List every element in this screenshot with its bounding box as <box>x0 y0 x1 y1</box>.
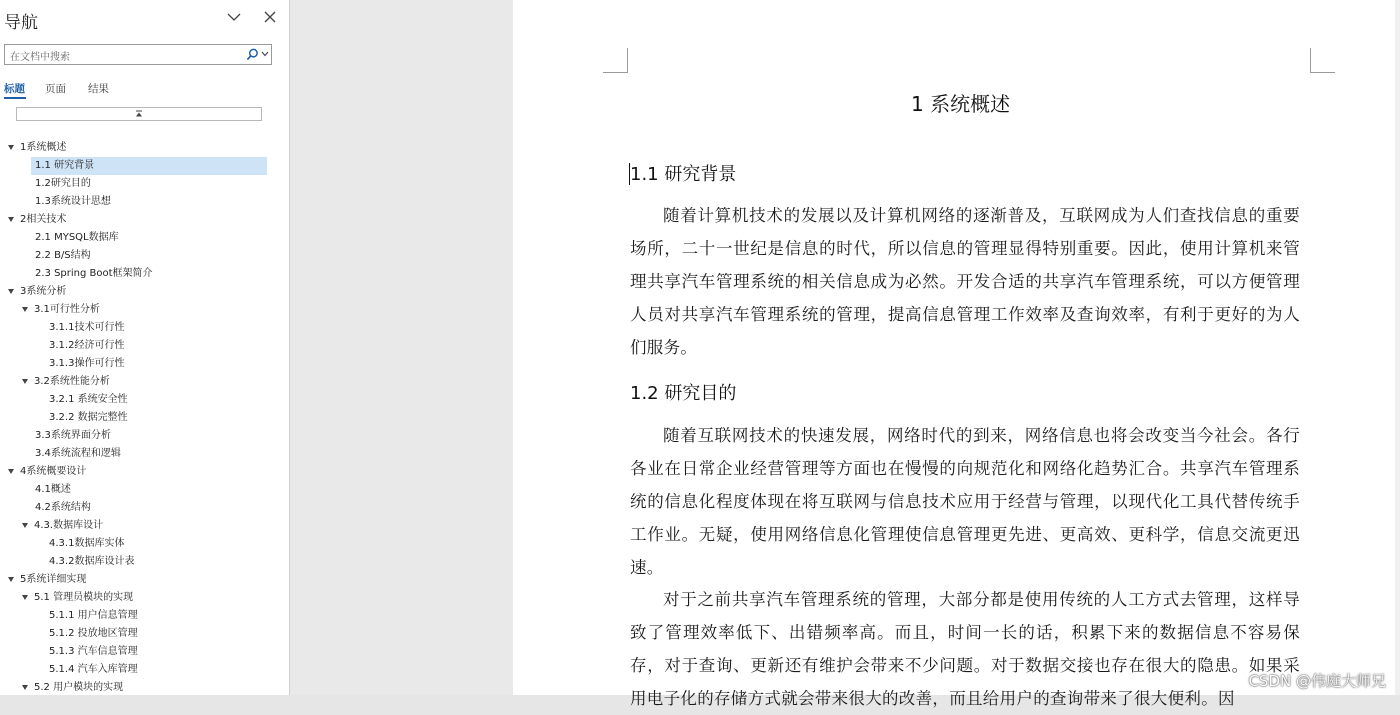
expand-triangle-icon[interactable] <box>22 595 28 600</box>
tab-results[interactable]: 结果 <box>88 83 109 95</box>
heading-tree-item[interactable] <box>49 607 138 625</box>
heading-tree-label: 5.1.2 投放地区管理 <box>49 628 138 639</box>
heading-tree-label: 3.1.2经济可行性 <box>49 340 125 351</box>
heading-tree-label: 3.2.1 系统安全性 <box>49 394 128 405</box>
search-placeholder: 在文档中搜索 <box>10 52 70 63</box>
tab-headings[interactable]: 标题 <box>4 83 25 95</box>
heading-tree-item[interactable] <box>8 211 66 229</box>
heading-tree-label: 2.3 Spring Boot框架简介 <box>35 268 153 279</box>
expand-triangle-icon[interactable] <box>8 289 14 294</box>
expand-triangle-icon[interactable] <box>8 145 14 150</box>
section-title-1-2: 1.2 研究目的 <box>630 383 737 404</box>
nav-title: 导航 <box>4 13 38 33</box>
heading-tree-item[interactable] <box>49 391 128 409</box>
heading-tree-item[interactable] <box>49 409 128 427</box>
heading-tree-item[interactable] <box>22 589 133 607</box>
heading-tree-item[interactable] <box>31 157 267 175</box>
heading-tree-label: 1.3系统设计思想 <box>35 196 111 207</box>
paragraph-research-purpose-2: 对于之前共享汽车管理系统的管理，大部分都是使用传统的人工方式去管理，这样导致了管理效率低下、出错频率高。而且，时间一长的话，积累下来的数据信息不容易保存，对于查询、更新还有维护会带来不少问题。对于数据交接也存在很大的隐患。如果采用电子化的存储方式就会带来很大的改善，而且给用户的查询带来了很大便利。因 <box>630 590 1300 708</box>
heading-tree-label: 2相关技术 <box>20 214 67 225</box>
expand-triangle-icon[interactable] <box>22 307 28 312</box>
heading-tree-item[interactable] <box>8 139 66 157</box>
expand-triangle-icon[interactable] <box>22 379 28 384</box>
heading-tree-label: 5.1.3 汽车信息管理 <box>49 646 138 657</box>
chapter-title: 1 系统概述 <box>911 92 1011 116</box>
margin-mark-top-left <box>603 48 628 73</box>
close-icon[interactable] <box>262 9 278 25</box>
heading-tree-label: 1.2研究目的 <box>35 178 91 189</box>
heading-tree-label: 5系统详细实现 <box>20 574 87 585</box>
heading-tree-label: 4.3.1数据库实体 <box>49 538 125 549</box>
heading-tree-label: 1系统概述 <box>20 142 67 153</box>
heading-tree-item[interactable] <box>22 373 110 391</box>
expand-triangle-icon[interactable] <box>22 685 28 690</box>
heading-tree-item[interactable] <box>49 337 124 355</box>
heading-tree-label: 4.3.2数据库设计表 <box>49 556 135 567</box>
heading-tree-label: 4.1概述 <box>35 484 71 495</box>
active-tab-indicator <box>4 97 26 99</box>
heading-tree-label: 3.3系统界面分析 <box>35 430 111 441</box>
search-icon[interactable] <box>246 48 259 61</box>
heading-tree-item[interactable] <box>22 679 123 697</box>
heading-tree-item[interactable] <box>35 247 91 265</box>
document-page[interactable] <box>513 0 1395 708</box>
heading-tree-label: 5.1.1 用户信息管理 <box>49 610 138 621</box>
heading-tree-item[interactable] <box>49 319 124 337</box>
heading-tree-label: 3.1.3操作可行性 <box>49 358 125 369</box>
expand-triangle-icon[interactable] <box>8 469 14 474</box>
expand-triangle-icon[interactable] <box>22 523 28 528</box>
heading-tree-item[interactable] <box>49 535 124 553</box>
search-input[interactable] <box>4 44 272 65</box>
heading-tree-label: 3系统分析 <box>20 286 67 297</box>
heading-tree-label: 5.2 用户模块的实现 <box>34 682 124 693</box>
search-options-chevron-icon[interactable] <box>261 51 269 57</box>
collapse-all-button[interactable] <box>16 107 262 121</box>
heading-tree-item[interactable] <box>35 481 71 499</box>
navigation-pane <box>0 0 290 695</box>
margin-mark-top-right <box>1310 48 1335 73</box>
heading-tree-label: 2.1 MYSQL数据库 <box>35 232 119 243</box>
section-title-1-1: 1.1 研究背景 <box>630 164 737 185</box>
heading-tree-label: 3.1.1技术可行性 <box>49 322 125 333</box>
heading-tree-label: 2.2 B/S结构 <box>35 250 91 261</box>
heading-tree-label: 3.2系统性能分析 <box>34 376 110 387</box>
heading-tree-item[interactable] <box>49 355 124 373</box>
collapse-icon <box>135 110 143 118</box>
heading-tree-label: 5.1.4 汽车入库管理 <box>49 664 138 675</box>
paragraph-research-background: 随着计算机技术的发展以及计算机网络的逐渐普及，互联网成为人们查找信息的重要场所，二十一世纪是信息的时代，所以信息的管理显得特别重要。因此，使用计算机来管理共享汽车管理系统的相关信息成为必然。开发合适的共享汽车管理系统，可以方便管理人员对共享汽车管理系统的管理，提高信息管理工作效率及查询效率，有利于更好的为人们服务。 <box>630 206 1300 357</box>
heading-tree-label: 4.2系统结构 <box>35 502 91 513</box>
heading-tree-item[interactable] <box>22 301 100 319</box>
vertical-scrollbar[interactable] <box>1395 0 1400 695</box>
chevron-down-icon[interactable] <box>226 9 242 25</box>
heading-tree-item[interactable] <box>35 175 91 193</box>
heading-tree-item[interactable] <box>35 229 119 247</box>
heading-tree-item[interactable] <box>22 517 103 535</box>
document-background <box>290 0 513 695</box>
expand-triangle-icon[interactable] <box>8 217 14 222</box>
heading-tree-item[interactable] <box>8 463 86 481</box>
heading-tree-label: 3.1可行性分析 <box>34 304 100 315</box>
watermark: CSDN @伟庭大师兄 <box>1248 672 1386 690</box>
heading-tree-item[interactable] <box>35 445 121 463</box>
heading-tree-label: 4.3.数据库设计 <box>34 520 104 531</box>
heading-tree-item[interactable] <box>49 553 134 571</box>
heading-tree-item[interactable] <box>8 283 66 301</box>
heading-tree-item[interactable] <box>35 265 153 283</box>
heading-tree-label: 3.4系统流程和逻辑 <box>35 448 121 459</box>
heading-tree-item[interactable] <box>35 193 111 211</box>
paragraph-research-purpose-1: 随着互联网技术的快速发展，网络时代的到来，网络信息也将会改变当今社会。各行各业在日常企业经营管理等方面也在慢慢的向规范化和网络化趋势汇合。共享汽车管理系统的信息化程度体现在将互联网与信息技术应用于经营与管理，以现代化工具代替传统手工作业。无疑，使用网络信息化管理使信息管理更先进、更高效、更科学，信息交流更迅速。 <box>630 426 1300 577</box>
heading-tree-label: 4系统概要设计 <box>20 466 87 477</box>
heading-tree-label: 5.1 管理员模块的实现 <box>34 592 134 603</box>
heading-tree-item[interactable] <box>49 661 138 679</box>
heading-tree-item[interactable] <box>49 625 138 643</box>
heading-tree-item[interactable] <box>8 571 86 589</box>
heading-tree-item[interactable] <box>49 643 138 661</box>
heading-tree-label: 3.2.2 数据完整性 <box>49 412 128 423</box>
heading-tree-label: 1.1 研究背景 <box>35 160 95 171</box>
tab-pages[interactable]: 页面 <box>45 83 66 95</box>
heading-tree-item[interactable] <box>35 427 111 445</box>
heading-tree-item[interactable] <box>35 499 91 517</box>
expand-triangle-icon[interactable] <box>8 577 14 582</box>
